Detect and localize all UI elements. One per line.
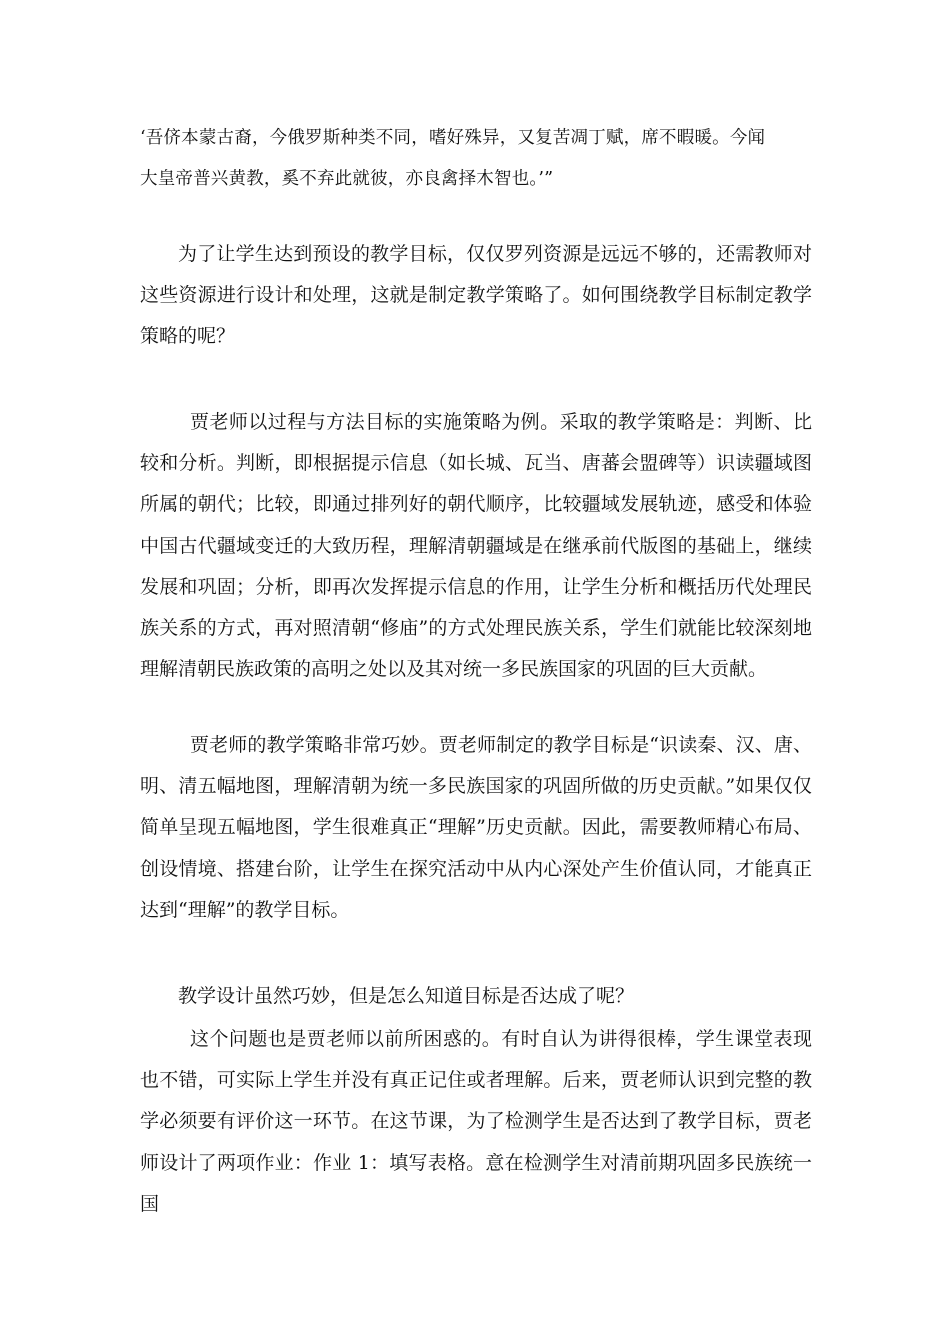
paragraph-teaching-strategy-intro: 为了让学生达到预设的教学目标，仅仅罗列资源是远远不够的，还需教师对这些资源进行设计和处理，这就是制定教学策略了。如何围绕教学目标制定教学策略的呢？ (140, 243, 812, 348)
quote-line-2: 大皇帝普兴黄教，奚不弃此就彼，亦良禽择木智也。’” (140, 169, 554, 189)
paragraph-strategy-example: 贾老师以过程与方法目标的实施策略为例。采取的教学策略是：判断、比较和分析。判断，即根据提示信息（如长城、瓦当、唐蕃会盟碑等）识读疆域图所属的朝代；比较，即通过排列好的朝代顺序，比较疆域发展轨迹，感受和体验中国古代疆域变迁的大致历程，理解清朝疆域是在继承前代版图的基础上，继续发展和巩固；分析，即再次发挥提示信息的作用，让学生分析和概括历代处理民族关系的方式，再对照清朝“修庙”的方式处理民族关系，学生们就能比较深刻地理解清朝民族政策的高明之处以及其对统一多民族国家的巩固的巨大贡献。 (140, 411, 812, 681)
paragraph-strategy-evaluation: 贾老师的教学策略非常巧妙。贾老师制定的教学目标是“识读秦、汉、唐、明、清五幅地图，理解清朝为统一多民族国家的巩固所做的历史贡献。”如果仅仅简单呈现五幅地图，学生很难真正“理解”历史贡献。因此，需要教师精心布局、创设情境、搭建台阶，让学生在探究活动中从内心深处产生价值认同，才能真正达到“理解”的教学目标。 (140, 734, 812, 921)
paragraph-goal-question: 教学设计虽然巧妙，但是怎么知道目标是否达成了呢？ (178, 985, 635, 1007)
quote-line-1: ‘吾侪本蒙古裔，今俄罗斯种类不同，嗜好殊异，又复苦凋丁赋，席不暇暖。今闻 (140, 128, 766, 148)
paragraph-assessment: 这个问题也是贾老师以前所困惑的。有时自认为讲得很棒，学生课堂表现也不错，可实际上学生并没有真正记住或者理解。后来，贾老师认识到完整的教学必须要有评价这一环节。在这节课，为了检测学生是否达到了教学目标，贾老师设计了两项作业：作业 1：填写表格。意在检测学生对清前期巩固多民族统一国 (140, 1028, 812, 1215)
quote-block (140, 118, 820, 200)
